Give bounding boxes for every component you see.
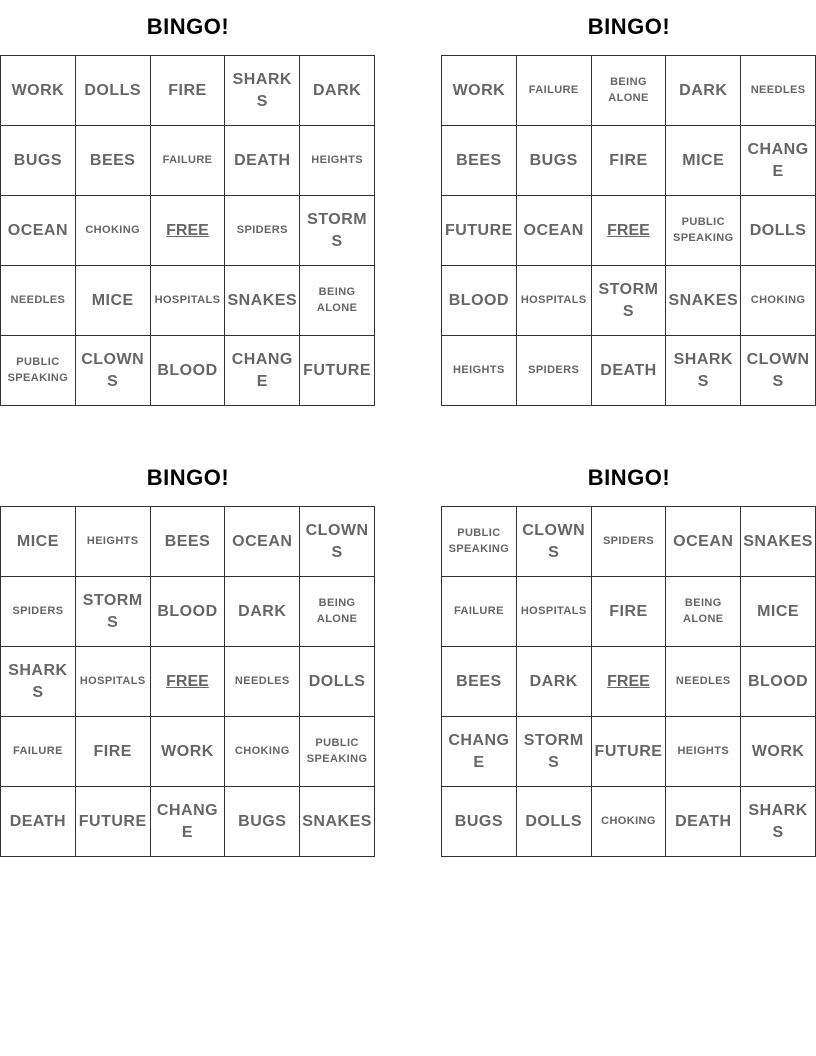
bingo-cell: NEEDLES <box>666 647 741 717</box>
bingo-cell: BEING ALONE <box>592 56 667 126</box>
bingo-cell: OCEAN <box>517 196 592 266</box>
bingo-cell: OCEAN <box>1 196 76 266</box>
bingo-cell: HEIGHTS <box>442 336 517 406</box>
bingo-cell: DOLLS <box>517 787 592 857</box>
bingo-cell: SNAKES <box>225 266 300 336</box>
bingo-cell: NEEDLES <box>741 56 816 126</box>
bingo-cell: CHOKING <box>225 717 300 787</box>
bingo-cell: SNAKES <box>741 507 816 577</box>
bingo-cell: DARK <box>517 647 592 717</box>
bingo-cell: SHARKS <box>666 336 741 406</box>
bingo-cell: CHANGE <box>151 787 226 857</box>
bingo-cell: BUGS <box>442 787 517 857</box>
bingo-cell: BUGS <box>517 126 592 196</box>
bingo-cell: MICE <box>666 126 741 196</box>
bingo-cell: MICE <box>76 266 151 336</box>
bingo-grid <box>441 506 816 857</box>
bingo-cell: FAILURE <box>517 56 592 126</box>
bingo-cell: CHOKING <box>76 196 151 266</box>
bingo-cell: CHANGE <box>741 126 816 196</box>
bingo-cell: CHOKING <box>592 787 667 857</box>
bingo-cell: BEING ALONE <box>300 577 375 647</box>
bingo-cell: CHANGE <box>442 717 517 787</box>
bingo-cell: PUBLIC SPEAKING <box>1 336 76 406</box>
bingo-cell: BLOOD <box>442 266 517 336</box>
bingo-cell: BEES <box>151 507 226 577</box>
bingo-cell: HOSPITALS <box>517 577 592 647</box>
bingo-cell: DEATH <box>1 787 76 857</box>
bingo-cell: FAILURE <box>1 717 76 787</box>
bingo-cell: DARK <box>666 56 741 126</box>
bingo-cell: HOSPITALS <box>76 647 151 717</box>
bingo-cell: WORK <box>741 717 816 787</box>
bingo-cell: DARK <box>300 56 375 126</box>
bingo-cell: HOSPITALS <box>151 266 226 336</box>
bingo-cell: SPIDERS <box>592 507 667 577</box>
bingo-cell: SHARKS <box>225 56 300 126</box>
card-title: BINGO! <box>146 465 230 490</box>
bingo-cell: BEING ALONE <box>300 266 375 336</box>
bingo-cell: CLOWNS <box>300 507 375 577</box>
bingo-cell: DEATH <box>666 787 741 857</box>
bingo-cell: FAILURE <box>442 577 517 647</box>
bingo-cell: SPIDERS <box>517 336 592 406</box>
bingo-cell: SPIDERS <box>1 577 76 647</box>
bingo-cell: FIRE <box>592 126 667 196</box>
bingo-cell: FUTURE <box>442 196 517 266</box>
bingo-cell: OCEAN <box>225 507 300 577</box>
bingo-cell: DARK <box>225 577 300 647</box>
bingo-cell: FIRE <box>592 577 667 647</box>
bingo-cell: CLOWNS <box>76 336 151 406</box>
bingo-cell: FIRE <box>76 717 151 787</box>
bingo-cell: BLOOD <box>741 647 816 717</box>
bingo-cell: HOSPITALS <box>517 266 592 336</box>
bingo-cell: CLOWNS <box>517 507 592 577</box>
bingo-cell: NEEDLES <box>225 647 300 717</box>
bingo-cell: DOLLS <box>741 196 816 266</box>
bingo-cell: OCEAN <box>666 507 741 577</box>
bingo-cell: WORK <box>442 56 517 126</box>
bingo-cell: FIRE <box>151 56 226 126</box>
card-title: BINGO! <box>587 465 671 490</box>
bingo-cell: SHARKS <box>1 647 76 717</box>
bingo-cell: STORMS <box>517 717 592 787</box>
free-space: FREE <box>151 196 226 266</box>
bingo-cell: BUGS <box>1 126 76 196</box>
bingo-cell: SNAKES <box>666 266 741 336</box>
bingo-cell: BLOOD <box>151 336 226 406</box>
bingo-cell: STORMS <box>300 196 375 266</box>
bingo-cell: DOLLS <box>300 647 375 717</box>
bingo-cell: WORK <box>151 717 226 787</box>
bingo-grid <box>441 55 816 406</box>
free-space: FREE <box>592 647 667 717</box>
bingo-cell: PUBLIC SPEAKING <box>300 717 375 787</box>
bingo-cell: CHOKING <box>741 266 816 336</box>
bingo-cell: MICE <box>741 577 816 647</box>
bingo-cell: BEES <box>76 126 151 196</box>
bingo-cell: BEING ALONE <box>666 577 741 647</box>
bingo-cell: PUBLIC SPEAKING <box>666 196 741 266</box>
bingo-cell: FUTURE <box>76 787 151 857</box>
bingo-cell: SNAKES <box>300 787 375 857</box>
bingo-cell: BUGS <box>225 787 300 857</box>
bingo-cell: BLOOD <box>151 577 226 647</box>
bingo-cell: PUBLIC SPEAKING <box>442 507 517 577</box>
bingo-cell: SPIDERS <box>225 196 300 266</box>
card-title: BINGO! <box>146 14 230 39</box>
bingo-cell: CHANGE <box>225 336 300 406</box>
bingo-grid <box>0 55 375 406</box>
bingo-cell: WORK <box>1 56 76 126</box>
free-space: FREE <box>151 647 226 717</box>
bingo-cell: BEES <box>442 126 517 196</box>
bingo-cell: MICE <box>1 507 76 577</box>
bingo-cell: DEATH <box>225 126 300 196</box>
bingo-cell: FUTURE <box>592 717 667 787</box>
bingo-cell: STORMS <box>76 577 151 647</box>
bingo-cell: NEEDLES <box>1 266 76 336</box>
bingo-grid <box>0 506 375 857</box>
bingo-cell: SHARKS <box>741 787 816 857</box>
bingo-cell: STORMS <box>592 266 667 336</box>
bingo-cell: BEES <box>442 647 517 717</box>
bingo-cell: CLOWNS <box>741 336 816 406</box>
free-space: FREE <box>592 196 667 266</box>
bingo-cell: HEIGHTS <box>300 126 375 196</box>
bingo-cell: HEIGHTS <box>76 507 151 577</box>
bingo-cell: FUTURE <box>300 336 375 406</box>
bingo-cell: FAILURE <box>151 126 226 196</box>
bingo-cell: DOLLS <box>76 56 151 126</box>
bingo-cell: DEATH <box>592 336 667 406</box>
card-title: BINGO! <box>587 14 671 39</box>
bingo-cell: HEIGHTS <box>666 717 741 787</box>
